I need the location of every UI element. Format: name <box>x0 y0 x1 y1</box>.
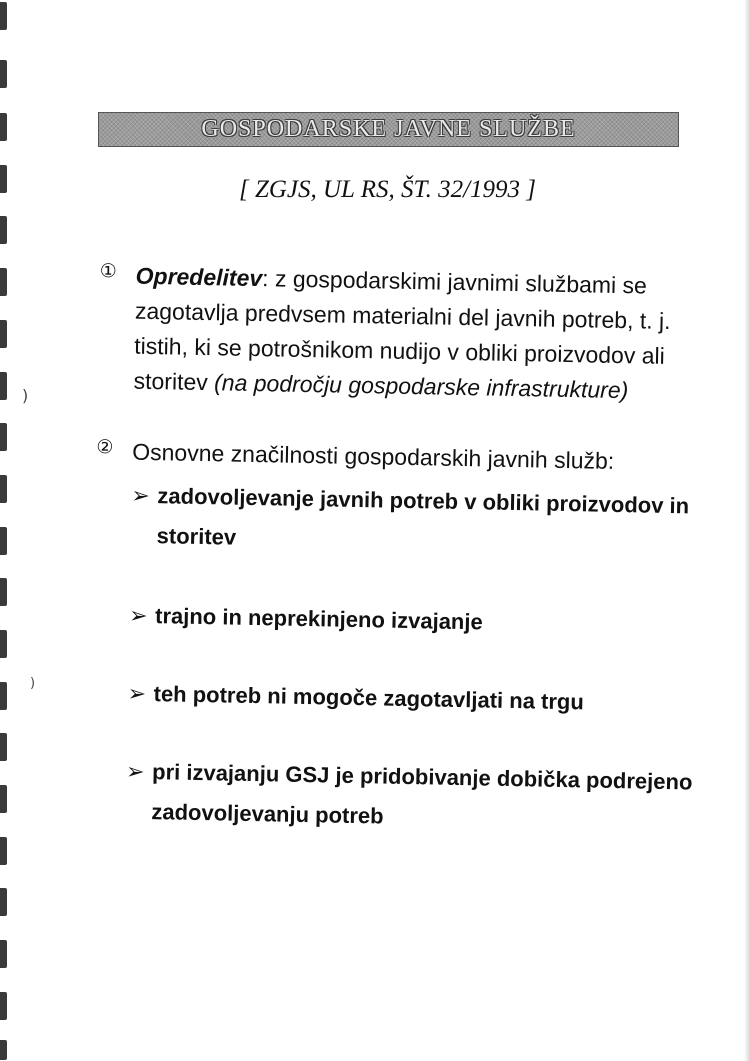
list-item-text: pri izvajanju GSJ je pridobivanje dobička podrejeno zadovoljevanju potreb <box>151 759 693 829</box>
binder-edge <box>0 0 14 1061</box>
binder-mark <box>0 1040 7 1060</box>
binder-mark <box>0 268 7 296</box>
binder-mark <box>0 682 7 710</box>
binder-mark <box>0 888 7 916</box>
document-body <box>89 258 710 843</box>
section-definition <box>97 258 710 410</box>
binder-mark <box>0 992 7 1020</box>
list-item-text: zadovoljevanje javnih potreb v obliki proizvodov in storitev <box>156 483 690 550</box>
binder-mark <box>0 837 7 865</box>
binder-mark <box>0 785 7 813</box>
page-title: GOSPODARSKE JAVNE SLUŽBE <box>201 116 576 142</box>
scan-artifact: ) <box>30 676 36 691</box>
definition-text: z gospodarskimi javnimi službami se zagotavlja predvsem materialni del javnih potreb, t. j. tistih, ki se potrošnikom nudijo v obliki proizvodov ali storitev <box>133 265 671 396</box>
legal-reference: [ ZGJS, UL RS, ŠT. 32/1993 ] <box>238 176 537 203</box>
binder-mark <box>0 320 7 348</box>
binder-mark <box>0 372 7 400</box>
characteristics-heading: Osnovne značilnosti gospodarskih javnih služb: <box>132 438 615 474</box>
binder-mark <box>0 630 7 658</box>
list-item-text: teh potreb ni mogoče zagotavljati na trgu <box>153 681 585 715</box>
definition-parenthetical: (na področju gospodarske infrastrukture) <box>213 369 629 404</box>
title-banner <box>98 112 679 147</box>
scan-artifact: ) <box>22 386 29 405</box>
binder-mark <box>0 2 7 30</box>
list-item <box>129 596 704 647</box>
binder-mark <box>0 527 7 555</box>
arrow-bullet-icon: ➢ <box>131 482 151 508</box>
list-item <box>127 674 702 725</box>
list-item <box>130 476 705 567</box>
definition-term: Opredelitev <box>135 262 263 292</box>
arrow-bullet-icon: ➢ <box>127 680 147 706</box>
circled-number-1: ① <box>99 259 118 283</box>
binder-mark <box>0 216 7 244</box>
binder-mark <box>0 475 7 503</box>
arrow-bullet-icon: ➢ <box>125 758 145 784</box>
page-edge-shadow <box>744 0 750 1061</box>
arrow-bullet-icon: ➢ <box>128 602 148 628</box>
circled-number-2: ② <box>96 435 114 459</box>
definition-colon: : <box>261 265 269 292</box>
definition-paragraph <box>133 259 710 410</box>
binder-mark <box>0 733 7 761</box>
binder-mark <box>0 60 7 88</box>
list-item-text: trajno in neprekinjeno izvajanje <box>154 603 483 635</box>
binder-mark <box>0 423 7 451</box>
characteristics-list <box>125 476 706 843</box>
binder-mark <box>0 578 7 606</box>
binder-mark <box>0 113 7 141</box>
binder-mark <box>0 940 7 968</box>
list-item <box>125 752 700 843</box>
section-characteristics <box>89 434 707 843</box>
